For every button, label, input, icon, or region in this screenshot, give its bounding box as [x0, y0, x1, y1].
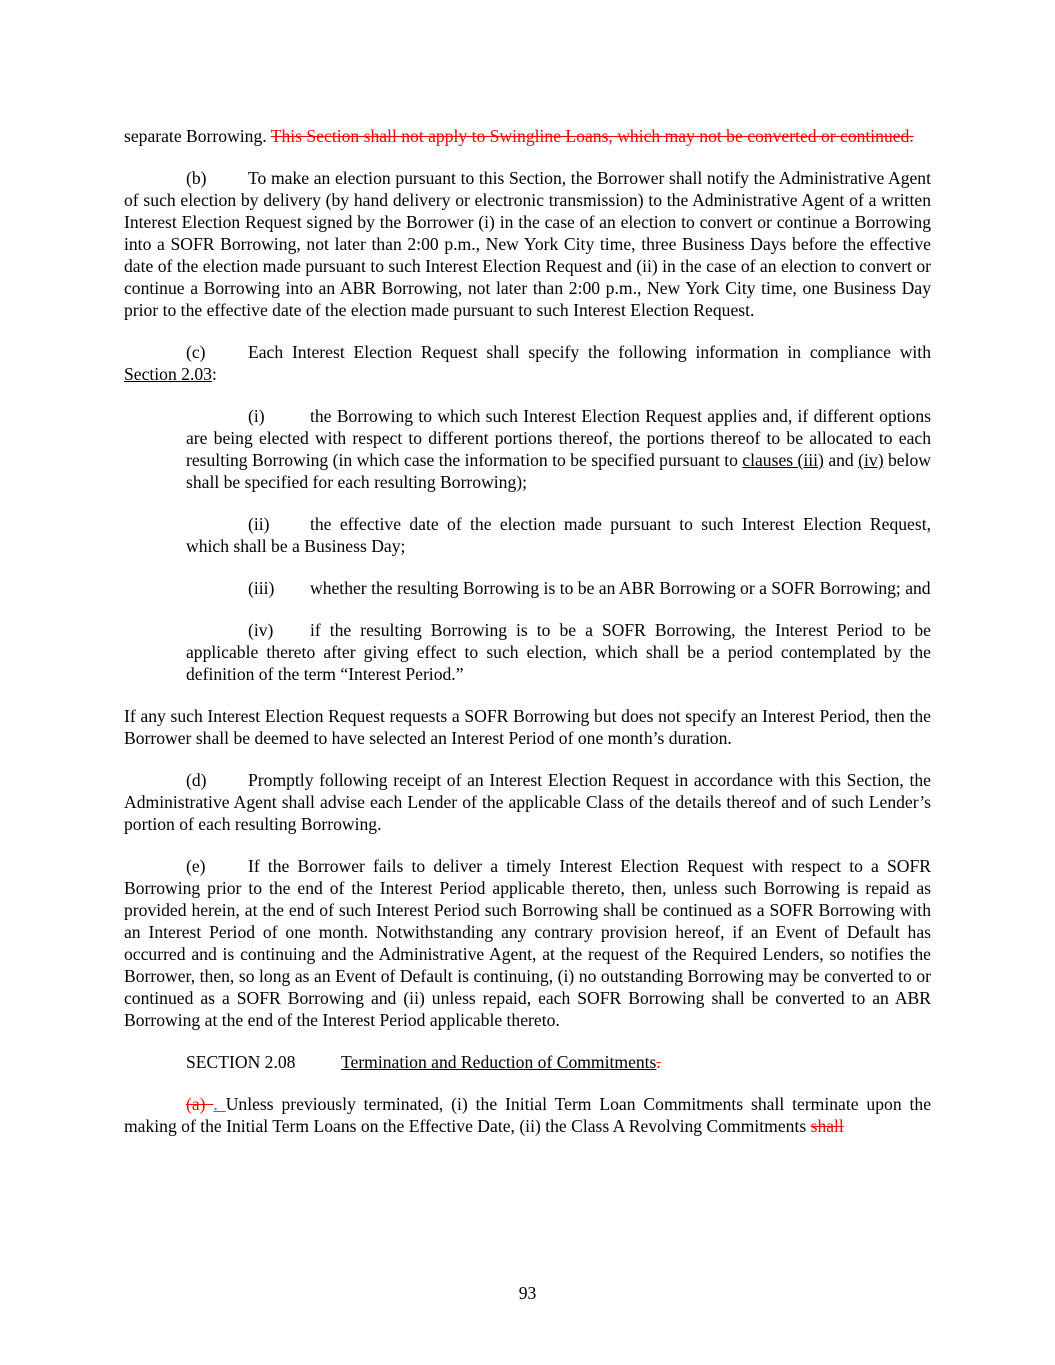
- paragraph-d-label: (d): [186, 770, 207, 790]
- separate-borrowing-text: separate Borrowing.: [124, 126, 271, 146]
- inserted-period: .: [213, 1094, 226, 1114]
- clause-iii: [186, 577, 931, 599]
- page-number: 93: [518, 1283, 537, 1303]
- clause-ii-text: the effective date of the election made pursuant to such Interest Election Request, which shall be a Business Day;: [186, 514, 931, 556]
- clauses-iii-reference: clauses (iii): [742, 450, 824, 470]
- paragraph-e-text: If the Borrower fails to deliver a timely Interest Election Request with respect to a SOFR Borrowing prior to the end of the Interest Period applicable thereto, then, unless such Borrowing is repaid as provided herein, at the end of such Interest Period such Borrowing shall be continued as a SOFR Borrowing with an Interest Period of one month. Notwithstanding any contrary provision hereof, if an Event of Default has occurred and is continuing and the Administrative Agent, at the request of the Required Lenders, so notifies the Borrower, then, so long as an Event of Default is continuing, (i) no outstanding Borrowing may be converted to or continued as a SOFR Borrowing and (ii) unless repaid, each SOFR Borrowing shall be converted to an ABR Borrowing at the end of the Interest Period applicable thereto.: [124, 856, 931, 1030]
- paragraph-b-text: To make an election pursuant to this Section, the Borrower shall notify the Administrative Agent of such election by delivery (by hand delivery or electronic transmission) to the Administrative Agent of a written Interest Election Request signed by the Borrower (i) in the case of an election to convert or continue a Borrowing into a SOFR Borrowing, not later than 2:00 p.m., New York City time, three Business Days before the effective date of the election made pursuant to such Interest Election Request and (ii) in the case of an election to convert or continue a Borrowing into an ABR Borrowing, not later than 2:00 p.m., New York City time, one Business Day prior to the effective date of the election made pursuant to such Interest Election Request.: [124, 168, 931, 320]
- paragraph-b: [124, 167, 931, 321]
- clause-iv-reference: (iv): [858, 450, 884, 470]
- clause-iv-label: (iv): [248, 620, 274, 640]
- clause-iv-text: if the resulting Borrowing is to be a SOFR Borrowing, the Interest Period to be applicable thereto after giving effect to such election, which shall be a period contemplated by the definition of the term “Interest Period.”: [186, 620, 931, 684]
- clause-i-mid: and: [823, 450, 859, 470]
- paragraph-c-label: (c): [186, 342, 206, 362]
- section-number: SECTION 2.08: [186, 1052, 296, 1072]
- paragraph-c-text: Each Interest Election Request shall specify the following information in compliance with: [248, 342, 931, 362]
- paragraph-b-label: (b): [186, 168, 207, 188]
- paragraph-d-text: Promptly following receipt of an Interest Election Request in accordance with this Section, the Administrative Agent shall advise each Lender of the applicable Class of the details thereof and of such Lender’s portion of each resulting Borrowing.: [124, 770, 931, 834]
- clause-i-label: (i): [248, 406, 265, 426]
- paragraph-c: [124, 341, 931, 385]
- deleted-shall: shall: [810, 1116, 844, 1136]
- paragraph-d: [124, 769, 931, 835]
- clause-iv: [186, 619, 931, 685]
- termination-text: Unless previously terminated, (i) the Initial Term Loan Commitments shall terminate upon the making of the Initial Term Loans on the Effective Date, (ii) the Class A Revolving Commitments: [124, 1094, 931, 1136]
- deleted-period: .: [656, 1052, 661, 1072]
- clause-i-tail: below shall be specified for each resulting Borrowing);: [186, 450, 931, 492]
- section-title: Termination and Reduction of Commitments: [341, 1052, 657, 1072]
- clause-ii-label: (ii): [248, 514, 270, 534]
- deleted-swingline-sentence: This Section shall not apply to Swingline Loans, which may not be converted or continued.: [270, 126, 914, 146]
- document-body: [124, 125, 931, 1157]
- deleted-a-label: (a): [186, 1094, 206, 1114]
- paragraph-separate-borrowing: [124, 125, 931, 147]
- section-2-03-reference: Section 2.03: [124, 364, 212, 384]
- clause-ii: [186, 513, 931, 557]
- clause-iii-text: whether the resulting Borrowing is to be an ABR Borrowing or a SOFR Borrowing; and: [310, 578, 931, 598]
- paragraph-c-tail: :: [211, 364, 217, 384]
- paragraph-if-any-text: If any such Interest Election Request requests a SOFR Borrowing but does not specify an Interest Period, then the Borrower shall be deemed to have selected an Interest Period of one month’s duration.: [124, 706, 931, 748]
- paragraph-a-termination: [124, 1093, 931, 1137]
- paragraph-if-any: [124, 705, 931, 749]
- clause-i: [186, 405, 931, 493]
- section-2-08-heading: [186, 1051, 931, 1073]
- paragraph-e: [124, 855, 931, 1031]
- clause-i-text: the Borrowing to which such Interest Election Request applies and, if different options are being elected with respect to different portions thereof, the portions thereof to be allocated to each resulting Borrowing (in which case the information to be specified pursuant to: [186, 406, 931, 470]
- paragraph-e-label: (e): [186, 856, 206, 876]
- clause-iii-label: (iii): [248, 578, 275, 598]
